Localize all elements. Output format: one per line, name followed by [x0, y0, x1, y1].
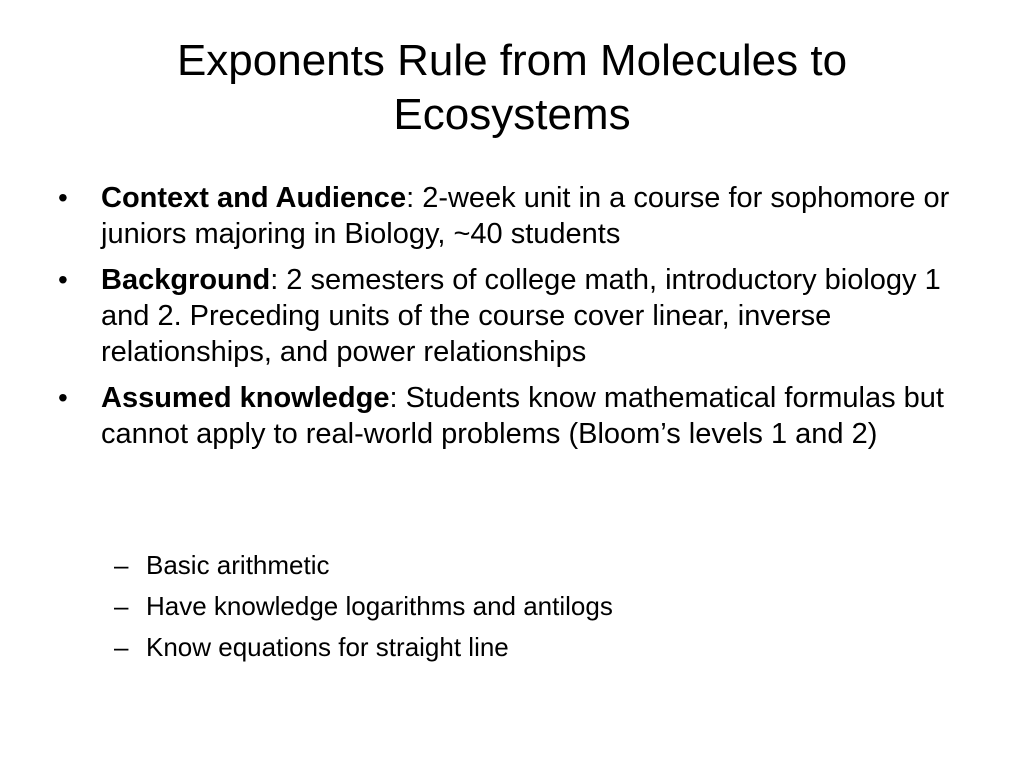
bullet-label: Background: [101, 264, 271, 296]
sub-bullet-item: [0, 589, 1024, 623]
dash-marker: –: [114, 591, 129, 621]
bullet-text: : 2 semesters of college math, introductory biology 1 and 2. Preceding units of the course cover linear, inverse relationships, and power relationships: [101, 264, 941, 368]
bullet-text: : Students know mathematical formulas but cannot apply to real-world problems (Bloom’s levels 1 and 2): [101, 382, 944, 450]
sub-bullet-text: Have knowledge logarithms and antilogs: [146, 591, 613, 621]
bullet-marker: •: [58, 264, 68, 295]
bullet-item: [0, 380, 1024, 452]
bullet-item: [0, 262, 1024, 370]
bullet-label: Context and Audience: [101, 182, 407, 214]
bullet-marker: •: [58, 182, 68, 213]
sub-bullet-item: [0, 630, 1024, 664]
sub-bullet-list: [0, 548, 1024, 671]
slide-title: Exponents Rule from Molecules to Ecosystems: [176, 36, 848, 139]
bullet-item: [0, 180, 1024, 252]
bullet-text: : 2-week unit in a course for sophomore or juniors majoring in Biology, ~40 students: [101, 182, 950, 250]
sub-bullet-text: Basic arithmetic: [146, 550, 330, 580]
dash-marker: –: [114, 550, 129, 580]
bullet-list: [0, 180, 1024, 462]
sub-bullet-item: [0, 548, 1024, 582]
dash-marker: –: [114, 632, 129, 662]
bullet-marker: •: [58, 382, 68, 413]
bullet-label: Assumed knowledge: [101, 382, 390, 414]
sub-bullet-text: Know equations for straight line: [146, 632, 509, 662]
